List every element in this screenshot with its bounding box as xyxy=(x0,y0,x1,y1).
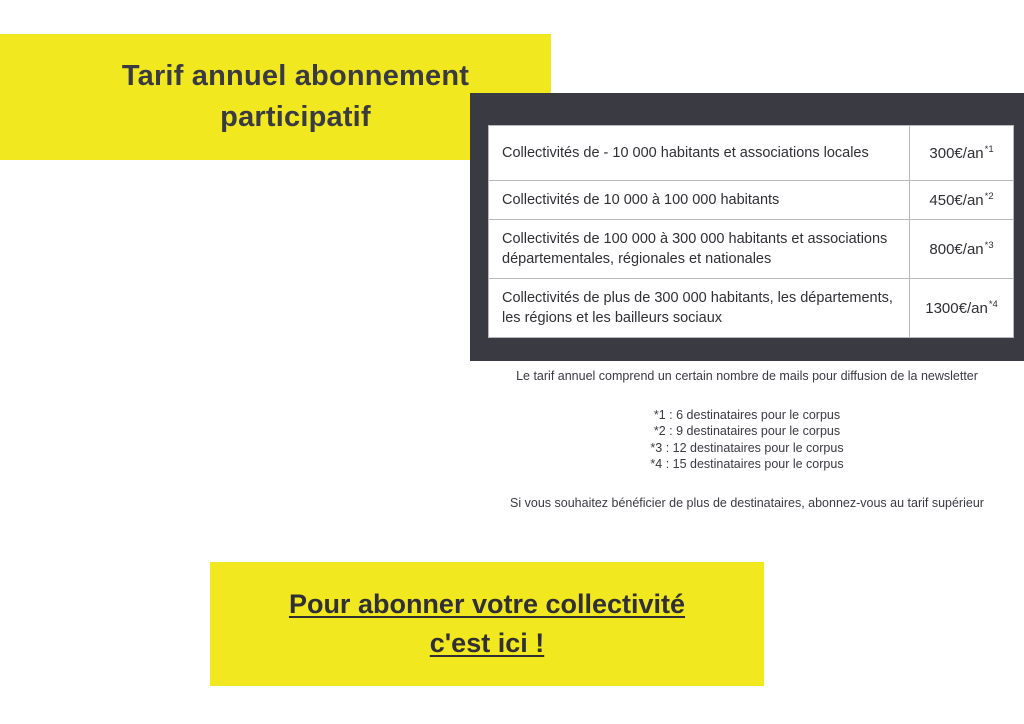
price-amount: 1300€/an xyxy=(925,300,988,317)
pricing-row-price xyxy=(910,279,1014,338)
pricing-table xyxy=(488,125,1014,338)
table-row xyxy=(489,126,1014,181)
pricing-row-description: Collectivités de plus de 300 000 habitants, les départements, les régions et les bailleurs sociaux xyxy=(489,279,910,338)
page-title xyxy=(48,56,503,138)
notes-lead-text: Le tarif annuel comprend un certain nombre de mails pour diffusion de la newsletter xyxy=(516,369,978,383)
title-banner xyxy=(0,34,551,160)
page-title-line-1: Tarif annuel abonnement xyxy=(121,59,470,92)
cta-line-1: Pour abonner votre collectivité xyxy=(288,588,686,619)
footnote-3: *3 : 12 destinataires pour le corpus xyxy=(650,440,844,455)
pricing-row-description: Collectivités de 100 000 à 300 000 habitants et associations départementales, régionales et nationales xyxy=(489,220,910,279)
footnote-4: *4 : 15 destinataires pour le corpus xyxy=(650,457,844,471)
footnote-1: *1 : 6 destinataires pour le corpus xyxy=(653,407,841,422)
price-amount: 450€/an xyxy=(929,192,984,209)
price-amount: 300€/an xyxy=(929,145,984,162)
table-row xyxy=(489,181,1014,220)
page-title-line-2: participatif xyxy=(220,101,371,133)
footnote-marker: *2 xyxy=(984,191,994,202)
notes-block xyxy=(470,368,1024,511)
footnote-marker: *4 xyxy=(988,299,998,310)
table-row xyxy=(489,279,1014,338)
subscribe-collectivity-link[interactable] xyxy=(259,585,715,663)
footnote-marker: *1 xyxy=(984,144,994,155)
footnote-2: *2 : 9 destinataires pour le corpus xyxy=(653,424,841,438)
pricing-row-price xyxy=(910,220,1014,279)
pricing-table-panel xyxy=(470,93,1024,361)
price-amount: 800€/an xyxy=(929,241,984,258)
pricing-row-price xyxy=(910,126,1014,181)
footnote-marker: *3 xyxy=(984,240,994,251)
pricing-row-description: Collectivités de 10 000 à 100 000 habitants xyxy=(489,181,910,220)
notes-closing-text: Si vous souhaitez bénéficier de plus de destinataires, abonnez-vous au tarif supérieur xyxy=(510,495,984,510)
pricing-row-price xyxy=(910,181,1014,220)
cta-line-2: c'est ici ! xyxy=(429,628,545,658)
pricing-row-description: Collectivités de - 10 000 habitants et associations locales xyxy=(489,126,910,181)
table-row xyxy=(489,220,1014,279)
cta-banner[interactable] xyxy=(210,562,764,686)
